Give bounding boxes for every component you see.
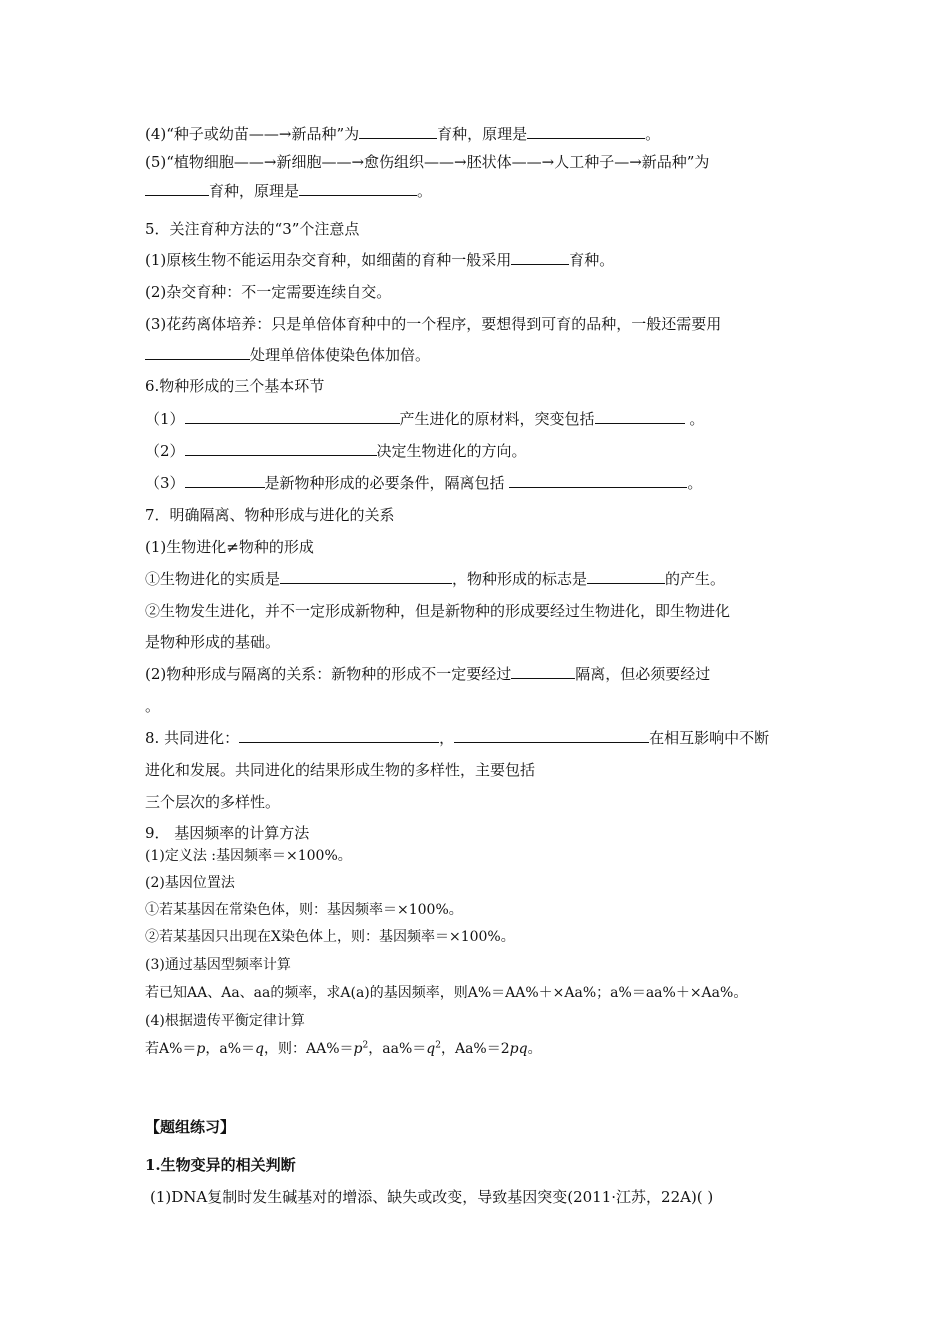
blank (185, 441, 377, 456)
text-line: 三个层次的多样性。 (145, 793, 281, 811)
section-heading: 6.物种形成的三个基本环节 (145, 377, 325, 395)
blank (299, 181, 417, 196)
blank (145, 345, 250, 360)
blank (587, 569, 665, 584)
text-line: ①若某基因在常染色体，则：基因频率＝×100%。 (145, 902, 463, 918)
text-line: (1)定义法 :基因频率＝×100%。 (145, 848, 352, 864)
text-line: (3)通过基因型频率计算 (145, 957, 291, 973)
text-line: 是物种形成的基础。 (145, 633, 281, 651)
text-line: 育种，原理是 。 (145, 181, 432, 201)
text-line: （2） 决定生物进化的方向。 (145, 442, 527, 460)
text-line: 。 (145, 697, 161, 715)
text-line: (2)基因位置法 (145, 875, 235, 891)
text-line: ②生物发生进化，并不一定形成新物种，但是新物种的形成要经过生物进化，即生物进化 (145, 602, 731, 620)
blank (185, 409, 400, 424)
text-line: (1)原核生物不能运用杂交育种，如细菌的育种一般采用 育种。 (145, 251, 615, 269)
section-heading: 8. 共同进化： ， 在相互影响中不断 (145, 729, 770, 747)
exercise-section-title: 【题组练习】 (145, 1118, 236, 1136)
section-heading: 5．关注育种方法的“3”个注意点 (145, 220, 360, 238)
blank (527, 124, 645, 139)
exercise-question: (1)DNA复制时发生碱基对的增添、缺失或改变，导致基因突变(2011·江苏，22A)( ) (150, 1188, 714, 1206)
blank (359, 124, 437, 139)
exercise-topic-heading: 1.生物变异的相关判断 (145, 1156, 296, 1174)
text-line: (2)物种形成与隔离的关系：新物种的形成不一定要经过 隔离，但必须要经过 (145, 665, 711, 683)
text-line: (4)“种子或幼苗——→新品种”为 育种，原理是 。 (145, 125, 661, 143)
text-line: 进化和发展。共同进化的结果形成生物的多样性，主要包括 (145, 761, 536, 779)
section-heading: 7．明确隔离、物种形成与进化的关系 (145, 506, 395, 524)
text-line: ②若某基因只出现在X染色体上，则：基因频率＝×100%。 (145, 929, 515, 945)
text-line: 处理单倍体使染色体加倍。 (145, 345, 430, 365)
text-line: 若A%＝p，a%＝q，则：$AA\%=p^2$，$aa\%=q^2$，Aa%＝2pq。 (145, 1040, 542, 1057)
blank (595, 409, 685, 424)
blank (511, 250, 569, 265)
text-line: (5)“植物细胞——→新细胞——→愈伤组织——→胚状体——→人工种子—→新品种”为 (145, 153, 710, 171)
blank (185, 473, 265, 488)
text-line: (3)花药离体培养：只是单倍体育种中的一个程序，要想得到可育的品种，一般还需要用 (145, 315, 722, 333)
blank (509, 473, 687, 488)
text-line: 若已知AA、Aa、aa的频率，求A(a)的基因频率，则A%＝AA%＋×Aa%；a%＝aa%＋×Aa%。 (145, 985, 748, 1001)
text-line: （1） 产生进化的原材料，突变包括 。 (145, 410, 705, 428)
blank (454, 728, 649, 743)
section-heading: 9． 基因频率的计算方法 (145, 824, 310, 842)
text-line: (4)根据遗传平衡定律计算 (145, 1013, 305, 1029)
text-line: ①生物进化的实质是 ，物种形成的标志是 的产生。 (145, 570, 726, 588)
blank (511, 664, 575, 679)
blank (239, 728, 439, 743)
text-line: (1)生物进化≠物种的形成 (145, 538, 314, 556)
text-line: （3） 是新物种形成的必要条件，隔离包括 。 (145, 474, 703, 492)
blank (145, 181, 209, 196)
blank (280, 569, 452, 584)
text-line: (2)杂交育种：不一定需要连续自交。 (145, 283, 392, 301)
